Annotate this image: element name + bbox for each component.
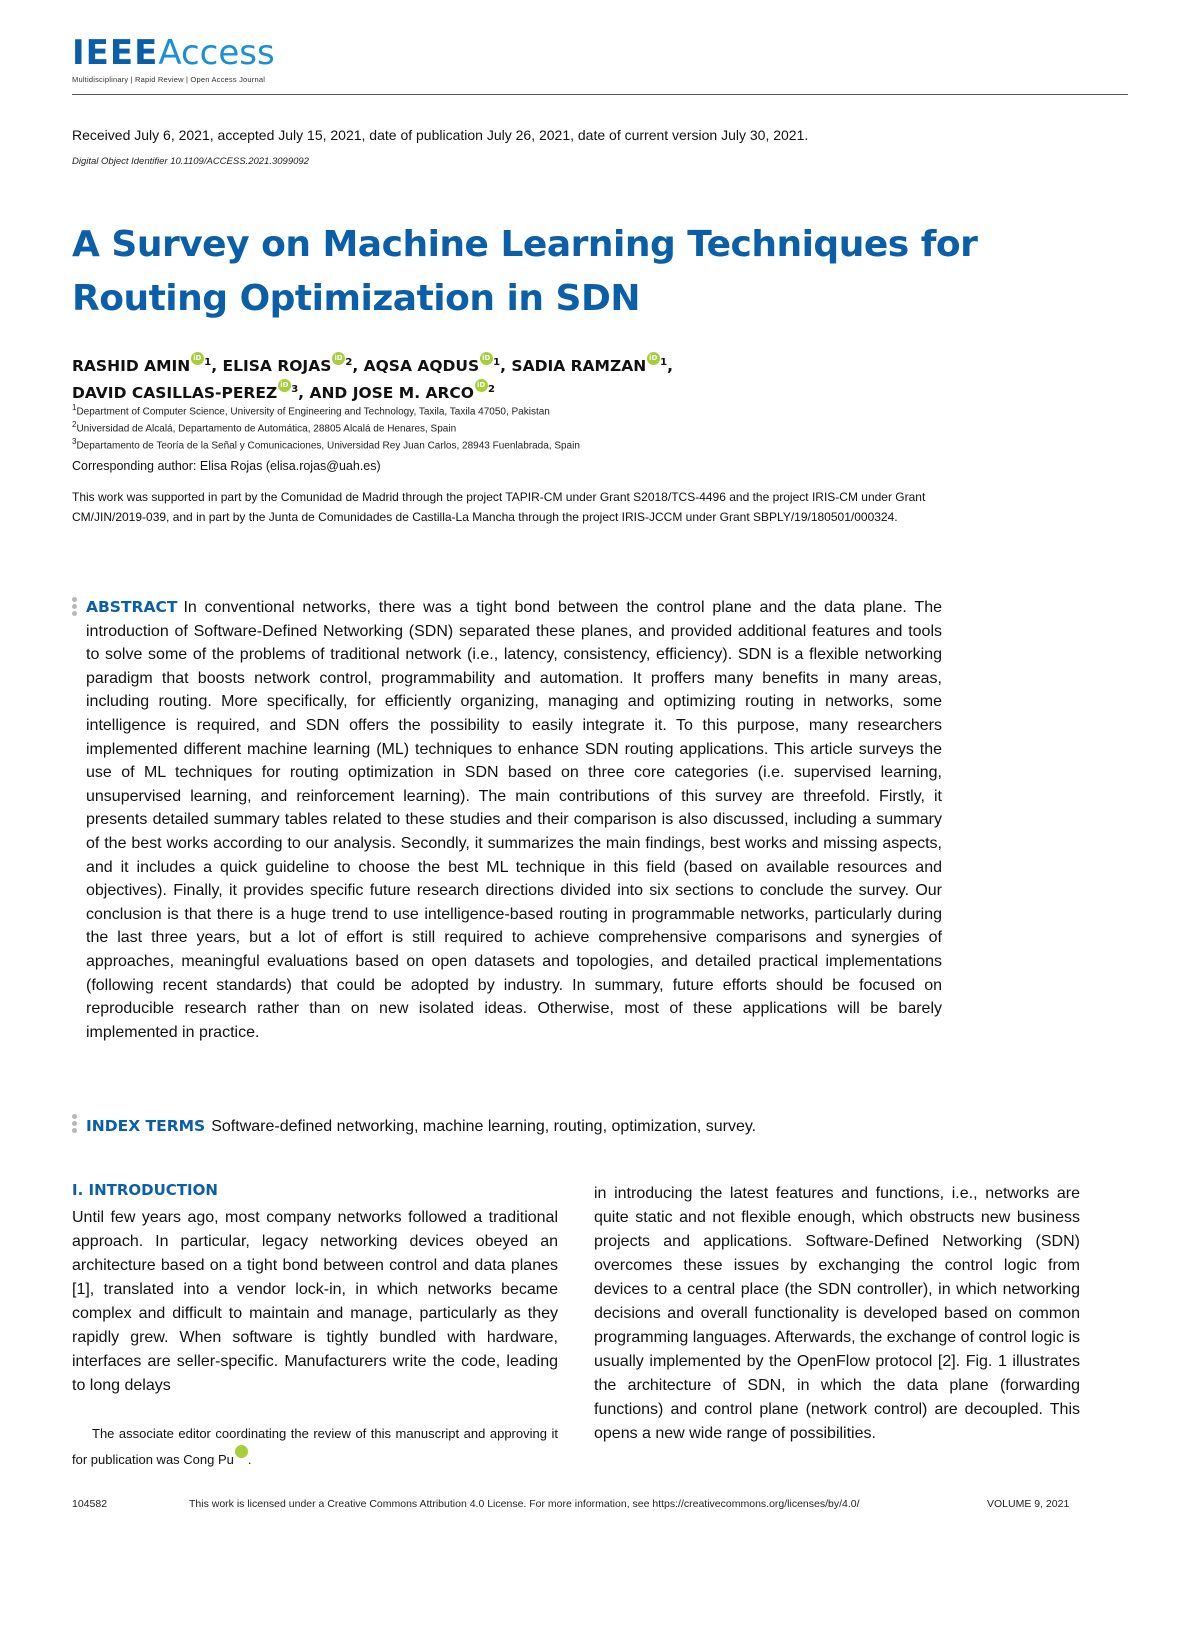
corresponding-author: Corresponding author: Elisa Rojas (elisa.rojas@uah.es) — [72, 459, 381, 473]
orcid-icon[interactable] — [191, 352, 204, 365]
author-name: RASHID AMIN — [72, 357, 191, 376]
intro-right-column: in introducing the latest features and functions, i.e., networks are quite static and not flexible enough, which obstructs new business projects and applications. Software-Defined Networking (SDN) overcomes these issues by exchanging the control logic from devices to a central place (the SDN controller), in which networking decisions and overall functionality is developed based on common programming languages. Afterwards, the exchange of control logic is usually implemented by the OpenFlow protocol [2]. Fig. 1 illustrates the architecture of SDN, in which the data plane (forwarding functions) and control plane (network control) are decoupled. This opens a new wide range of possibilities. — [594, 1185, 1080, 1442]
title-line-1: A Survey on Machine Learning Techniques for — [72, 224, 978, 265]
logo-tagline: Multidisciplinary | Rapid Review | Open Access Journal — [72, 75, 266, 84]
index-terms-text: Software-defined networking, machine learning, routing, optimization, survey. — [211, 1118, 757, 1135]
journal-logo — [72, 33, 275, 96]
title-line-2: Routing Optimization in SDN — [72, 278, 640, 319]
orcid-icon[interactable] — [647, 352, 660, 365]
abstract-text: In conventional networks, there was a tight bond between the control plane and the data plane. The introduction of Software-Defined Networking (SDN) separated these planes, and provided additional features and tools to solve some of the problems of traditional network (i.e., latency, consistency, efficiency). SDN is a flexible networking paradigm that boosts network control, programmability and automation. It proffers many benefits in many areas, including routing. More specifically, for efficiently organizing, managing and optimizing routing in networks, some intelligence is required, and SDN offers the possibility to easily integrate it. To this purpose, many researchers implemented different machine learning (ML) techniques to enhance SDN routing applications. This article surveys the use of ML techniques for routing optimization in SDN based on three core categories (i.e. supervised learning, unsupervised learning, and reinforcement learning). The main contributions of this survey are threefold. Firstly, it presents detailed summary tables related to these studies and their comparison is also discussed, including a summary of the best works according to our analysis. Secondly, it summarizes the main findings, best works and missing aspects, and it includes a quick guideline to choose the best ML technique in this field (based on available resources and objectives). Finally, it provides specific future research directions divided into six sections to conclude the survey. Our conclusion is that there is a huge trend to use intelligence-based routing in programmable networks, particularly during the last three years, but a lot of effort is still required to achieve comprehensive comparisons and synergies of approaches, meaningful evaluations based on open datasets and topologies, and detailed practical implementations (following recent standards) that could be adopted by industry. In summary, future efforts should be focused on reproducible research rather than on new isolated ideas. Otherwise, most of these applications will be barely implemented in practice. — [86, 599, 942, 1041]
orcid-icon[interactable] — [480, 352, 493, 365]
author-list: RASHID AMINiD $^1$, ELISA ROJASiD $^2$, AQSA AQDUSiD $^1$, SADIA RAMZANiD $^1$, DAVID CASILLAS-PEREZiD $^3$, AND JOSE M. ARCOiD $^2$ — [72, 351, 1132, 405]
author-name: AQSA AQDUS — [363, 357, 480, 376]
author-name: ELISA ROJAS — [222, 357, 332, 376]
affiliation-text: Universidad de Alcalá, Departamento de Automática, 28805 Alcalá de Henares, Spain — [76, 423, 457, 435]
affiliation-2 — [72, 420, 456, 434]
index-terms — [86, 1114, 986, 1139]
orcid-icon[interactable] — [278, 379, 291, 392]
header-divider — [72, 94, 1128, 95]
volume-label: VOLUME 9, 2021 — [987, 1498, 1070, 1510]
received-dates: Received July 6, 2021, accepted July 15, 2021, date of publication July 26, 2021, date of current version July 30, 2021. — [72, 127, 809, 143]
license-notice: This work is licensed under a Creative Commons Attribution 4.0 License. For more information, see https://creativecommons.org/licenses/by/4.0/ — [189, 1498, 860, 1510]
affiliation-1 — [72, 403, 550, 417]
author-affil-sup: 2 — [487, 384, 495, 396]
orcid-icon[interactable] — [235, 1445, 248, 1458]
author-affil-sup: 1 — [204, 357, 212, 368]
abstract — [86, 596, 942, 1044]
affiliation-sup: 3 — [72, 437, 77, 446]
author-affil-sup: 1 — [493, 357, 501, 368]
abstract-label: ABSTRACT — [86, 598, 178, 616]
affiliation-text: Departamento de Teoría de la Señal y Comunicaciones, Universidad Rey Juan Carlos, 28943 Fuenlabrada, Spain — [76, 440, 580, 452]
index-terms-label: INDEX TERMS — [86, 1117, 206, 1135]
logo-access-text: Access — [158, 33, 275, 73]
orcid-icon[interactable] — [332, 352, 345, 365]
page-number: 104582 — [72, 1498, 108, 1510]
orcid-icon[interactable] — [475, 379, 488, 392]
author-affil-sup: 3 — [291, 384, 299, 396]
affiliation-3 — [72, 437, 580, 451]
footnote-text: The associate editor coordinating the review of this manuscript and approving it for publication was Cong Pu — [72, 1426, 558, 1467]
author-affil-sup: 2 — [345, 357, 353, 368]
logo-ieee-text: IEEE — [72, 33, 159, 73]
affiliation-sup: 1 — [72, 403, 77, 412]
affiliation-sup: 2 — [72, 420, 77, 429]
section-marker-icon — [72, 597, 78, 618]
intro-left-column: Until few years ago, most company networks followed a traditional approach. In particular, legacy networking devices obeyed an architecture based on a tight bond between control and data planes [1], translated into a vendor lock-in, in which networks became complex and difficult to maintain and manage, particularly as they rapidly grew. When software is tightly bundled with hardware, interfaces are seller-specific. Manufacturers write the code, leading to long delays — [72, 1209, 558, 1394]
author-name: DAVID CASILLAS-PEREZ — [72, 384, 278, 403]
editor-footnote: The associate editor coordinating the review of this manuscript and approving it for publication was Cong PuiD . — [72, 1422, 558, 1471]
paper-title — [72, 218, 1072, 326]
author-name: SADIA RAMZAN — [511, 357, 647, 376]
section-heading-introduction: I. INTRODUCTION — [72, 1181, 218, 1199]
doi-line: Digital Object Identifier 10.1109/ACCESS.2021.3099092 — [72, 156, 309, 167]
author-name: AND JOSE M. ARCO — [309, 384, 474, 403]
funding-statement: This work was supported in part by the Comunidad de Madrid through the project TAPIR-CM under Grant S2018/TCS-4496 and the project IRIS-CM under Grant CM/JIN/2019-039, and in part by the Junta de Comunidades de Castilla-La Mancha through the project IRIS-JCCM under Grant SBPLY/19/180501/000324. — [72, 490, 926, 524]
affiliation-text: Department of Computer Science, University of Engineering and Technology, Taxila, Taxila 47050, Pakistan — [76, 406, 550, 418]
section-marker-icon — [72, 1114, 78, 1135]
author-affil-sup: 1 — [660, 357, 668, 368]
